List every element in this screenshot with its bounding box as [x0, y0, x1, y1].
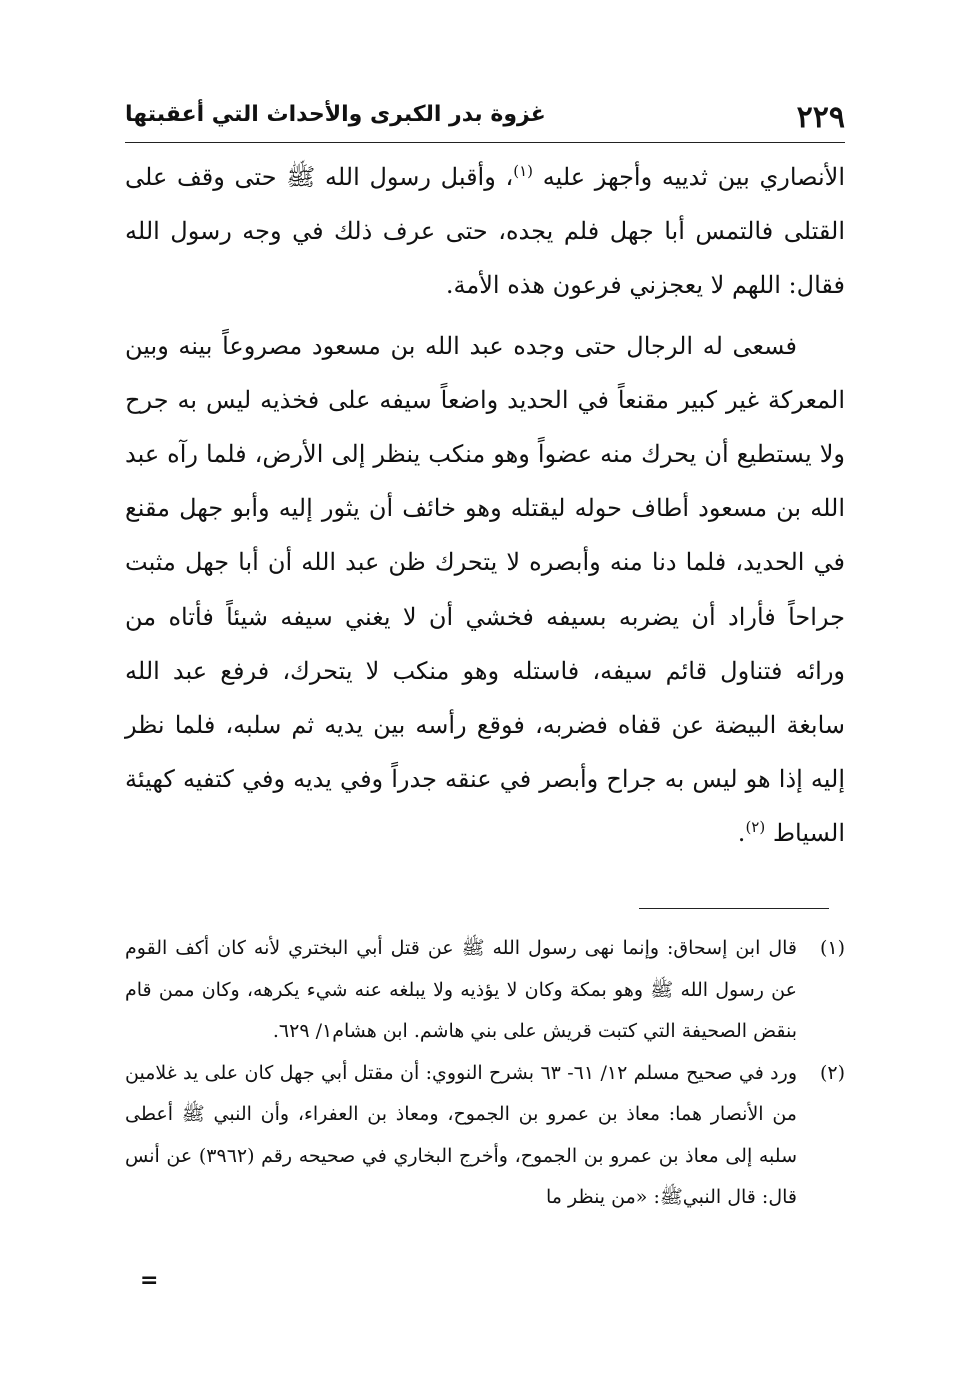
- footnote-1-number: (١): [819, 937, 845, 959]
- paragraph-1-start: الأنصاري بين ثدييه وأجهز عليه: [542, 163, 845, 191]
- continuation-mark: =: [140, 1268, 159, 1293]
- paragraph-1-rest: ، وأقبل رسول الله ﷺ حتى وقف على القتلى فالتمس أبا جهل فلم يجده، حتى عرف ذلك في وجه رسول الله فقال: اللهم لا يعجزني فرعون هذه الأمة.: [125, 163, 845, 300]
- footnote-ref-1[interactable]: (١): [513, 162, 534, 180]
- footnote-separator: [639, 908, 829, 909]
- running-title: غزوة بدر الكبرى والأحداث التي أعقبتها: [125, 102, 546, 127]
- page-number: ٢٢٩: [796, 100, 845, 135]
- footnote-2-number: (٢): [819, 1061, 845, 1084]
- paragraph-2-text: فسعى له الرجال حتى وجده عبد الله بن مسعود مصروعاً بينه وبين المعركة غير كبير مقنعاً في الحديد واضعاً سيفه على فخذيه ليس به جرح ولا يستطيع أن يحرك منه عضواً وهو منكب ينظر إلى الأرض، فلما رآه عبد الله بن مسعود أطاف حوله ليقتله وهو خائف أن يثور إليه وأبو جهل مقنع في الحديد، فلما دنا منه وأبصره لا يتحرك ظن عبد الله أن أبا جهل مثبت جراحاً فأراد أن يضربه بسيفه فخشي أن لا يغني سيفه شيئاً فأتاه من ورائه فتناول قائم سيفه، فاستله وهو منكب لا يتحرك، فرفع عبد الله سابغة البيضة عن قفاه فضربه، فوقع رأسه بين يديه ثم سلبه، فلما نظر إليه إذا هو ليس به جراح وأبصر في عنقه جدراً وفي يديه وفي كتفيه كهيئة السياط: [125, 331, 845, 848]
- main-text: [125, 150, 845, 861]
- paragraph-2: [125, 319, 845, 861]
- paragraph-1: [125, 150, 845, 313]
- footnote-1: [125, 928, 845, 1053]
- footnote-2-text: ورد في صحيح مسلم ١٢/ ٦١- ٦٣ بشرح النووي: أن مقتل أبي جهل كان على يد غلامين من الأنصار هما: معاذ بن عمرو بن الجموح، ومعاذ بن العفراء، وأن النبي ﷺ أعطى سلبه إلى معاذ بن عمرو بن الجموح، وأخرج البخاري في صحيحه رقم (٣٩٦٢) عن أنس قال: قال النبيﷺ: «من ينظر ما: [125, 1061, 798, 1208]
- footnote-2: [125, 1053, 845, 1219]
- footnote-ref-2[interactable]: (٢): [745, 818, 766, 837]
- page-header: [125, 96, 845, 140]
- footnote-1-text: قال ابن إسحاق: وإنما نهى رسول الله ﷺ عن قتل أبي البختري لأنه كان أكف القوم عن رسول الله ﷺ وهو بمكة وكان لا يؤذيه ولا يبلغه عنه شيء يكرهه، وكان ممن قام بنقض الصحيفة التي كتبت قريش على بني هاشم. ابن هشام١/ ٦٢٩.: [125, 937, 797, 1042]
- header-rule: [125, 142, 845, 143]
- footnotes: [125, 928, 845, 1219]
- paragraph-2-end: .: [737, 819, 746, 848]
